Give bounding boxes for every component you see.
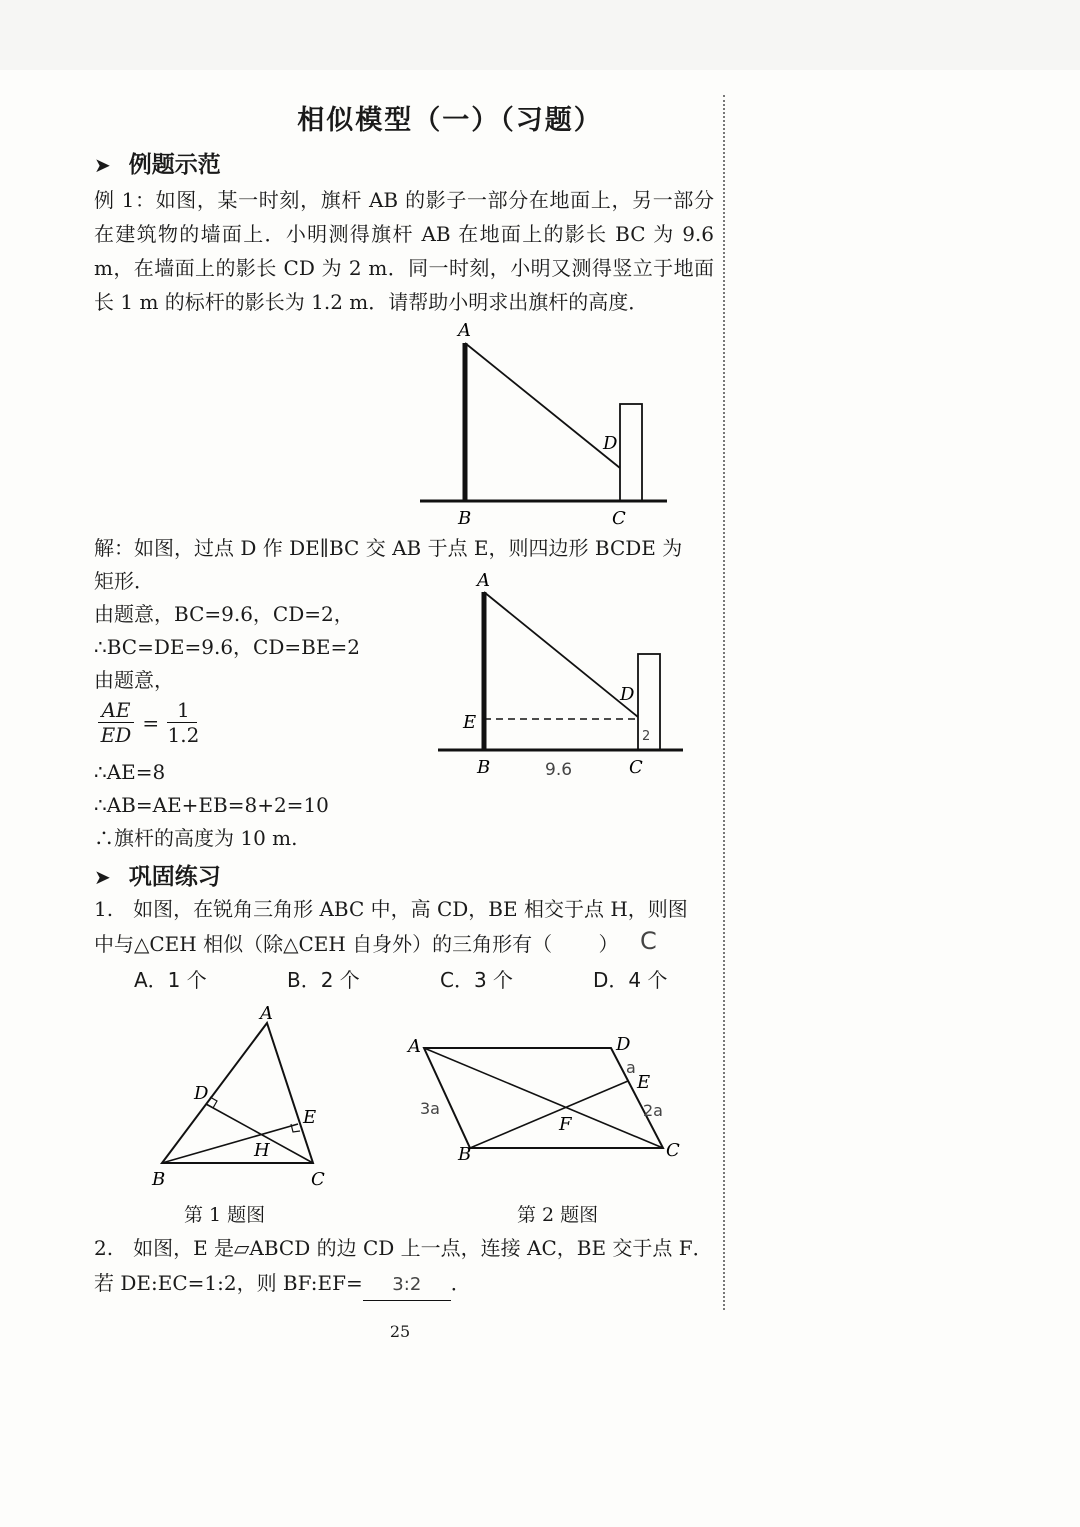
handwritten-3a: 3a <box>420 1099 440 1118</box>
handwritten-9-6: 9.6 <box>545 760 573 780</box>
q1-handwritten-answer: C <box>640 927 657 955</box>
q2-line-1: 2. 如图，E 是▱ABCD 的边 CD 上一点，连接 AC，BE 交于点 F． <box>94 1236 713 1260</box>
label-a: A <box>458 320 471 341</box>
q1-line-2: 中与△CEH 相似（除△CEH 自身外）的三角形有（ ） <box>94 932 619 956</box>
label-e: E <box>303 1107 317 1128</box>
label-d: D <box>616 1034 631 1055</box>
segment-be <box>470 1081 628 1148</box>
label-a: A <box>477 570 490 591</box>
scan-top-shadow <box>0 0 1080 70</box>
figure-1-triangle <box>150 1003 350 1188</box>
frac-right-den: 1.2 <box>167 723 200 747</box>
label-c: C <box>311 1169 325 1190</box>
solution-line-1: 解：如图，过点 D 作 DE∥BC 交 AB 于点 E，则四边形 BCDE 为 <box>94 536 683 560</box>
label-e: E <box>463 712 477 733</box>
label-f: F <box>559 1114 572 1135</box>
q1-line-1: 1. 如图，在锐角三角形 ABC 中，高 CD，BE 相交于点 H，则图 <box>94 897 688 921</box>
q2-answer-blank: 3:2 <box>363 1270 451 1301</box>
q1-choice-a: A．1 个 <box>134 968 207 992</box>
frac-left-num: AE <box>101 698 131 722</box>
solution-line-6: ∴AE=8 <box>94 760 166 784</box>
label-d: D <box>194 1083 209 1104</box>
label-d: D <box>620 684 635 705</box>
label-b: B <box>458 508 472 529</box>
label-b: B <box>152 1169 166 1190</box>
label-a: A <box>408 1036 421 1057</box>
frac-left-den: ED <box>100 723 132 747</box>
example-1-text: 例 1：如图，某一时刻，旗杆 AB 的影子一部分在地面上，另一部分在建筑物的墙面上．小明测得旗杆 AB 在地面上的影长 BC 为 9.6 m，在墙面上的影长 CD 为 2 m．同一时刻，小明又测得竖立于地面长 1 m 的标杆的影长为 1.2 m．请帮助小明求出旗杆的高度． <box>94 188 714 314</box>
page-number: 25 <box>389 1322 411 1341</box>
label-b: B <box>477 757 491 778</box>
arrow-bullet-icon: ➤ <box>94 865 111 889</box>
section-practice-heading: ➤ 巩固练习 <box>94 864 221 890</box>
q2-line-2: 若 DE:EC=1:2，则 BF:EF= 3:2 ． <box>94 1268 471 1301</box>
label-h: H <box>254 1140 270 1161</box>
label-c: C <box>666 1140 680 1161</box>
handwritten-2a: 2a <box>643 1101 663 1120</box>
label-c: C <box>612 508 626 529</box>
solution-line-5: 由题意， <box>94 668 174 692</box>
handwritten-a: a <box>626 1058 636 1077</box>
shadow-ray-ad <box>465 343 620 468</box>
shadow-ray-ad <box>484 592 638 717</box>
solution-line-3: 由题意，BC=9.6，CD=2， <box>94 602 354 626</box>
figure-1-caption: 第 1 题图 <box>184 1204 266 1226</box>
arrow-bullet-icon: ➤ <box>94 153 111 177</box>
margin-dotted-line <box>723 95 725 1310</box>
q1-choice-c: C．3 个 <box>440 968 514 992</box>
q1-choice-d: D．4 个 <box>593 968 668 992</box>
label-d: D <box>603 433 618 454</box>
figure-2-caption: 第 2 题图 <box>517 1204 599 1226</box>
solution-line-2: 矩形． <box>94 569 154 593</box>
frac-right-num: 1 <box>177 698 190 722</box>
example-1-figure <box>415 318 695 528</box>
solution-line-7: ∴AB=AE+EB=8+2=10 <box>94 793 329 817</box>
label-b: B <box>458 1144 472 1165</box>
label-e: E <box>637 1072 651 1093</box>
section-example-heading: ➤ 例题示范 <box>94 152 221 178</box>
q1-choice-b: B．2 个 <box>287 968 360 992</box>
solution-figure <box>435 570 695 780</box>
label-c: C <box>629 757 643 778</box>
proportion-equation <box>98 698 199 747</box>
frac-equals: = <box>142 710 160 735</box>
label-a: A <box>260 1003 273 1024</box>
handwritten-2: 2 <box>642 729 651 744</box>
figure-2-parallelogram <box>400 1030 700 1170</box>
building-wall <box>620 404 642 501</box>
solution-line-8: ∴旗杆的高度为 10 m. <box>94 826 298 850</box>
page-title: 相似模型（一）（习题） <box>297 105 603 136</box>
solution-line-4: ∴BC=DE=9.6，CD=BE=2 <box>94 635 360 659</box>
